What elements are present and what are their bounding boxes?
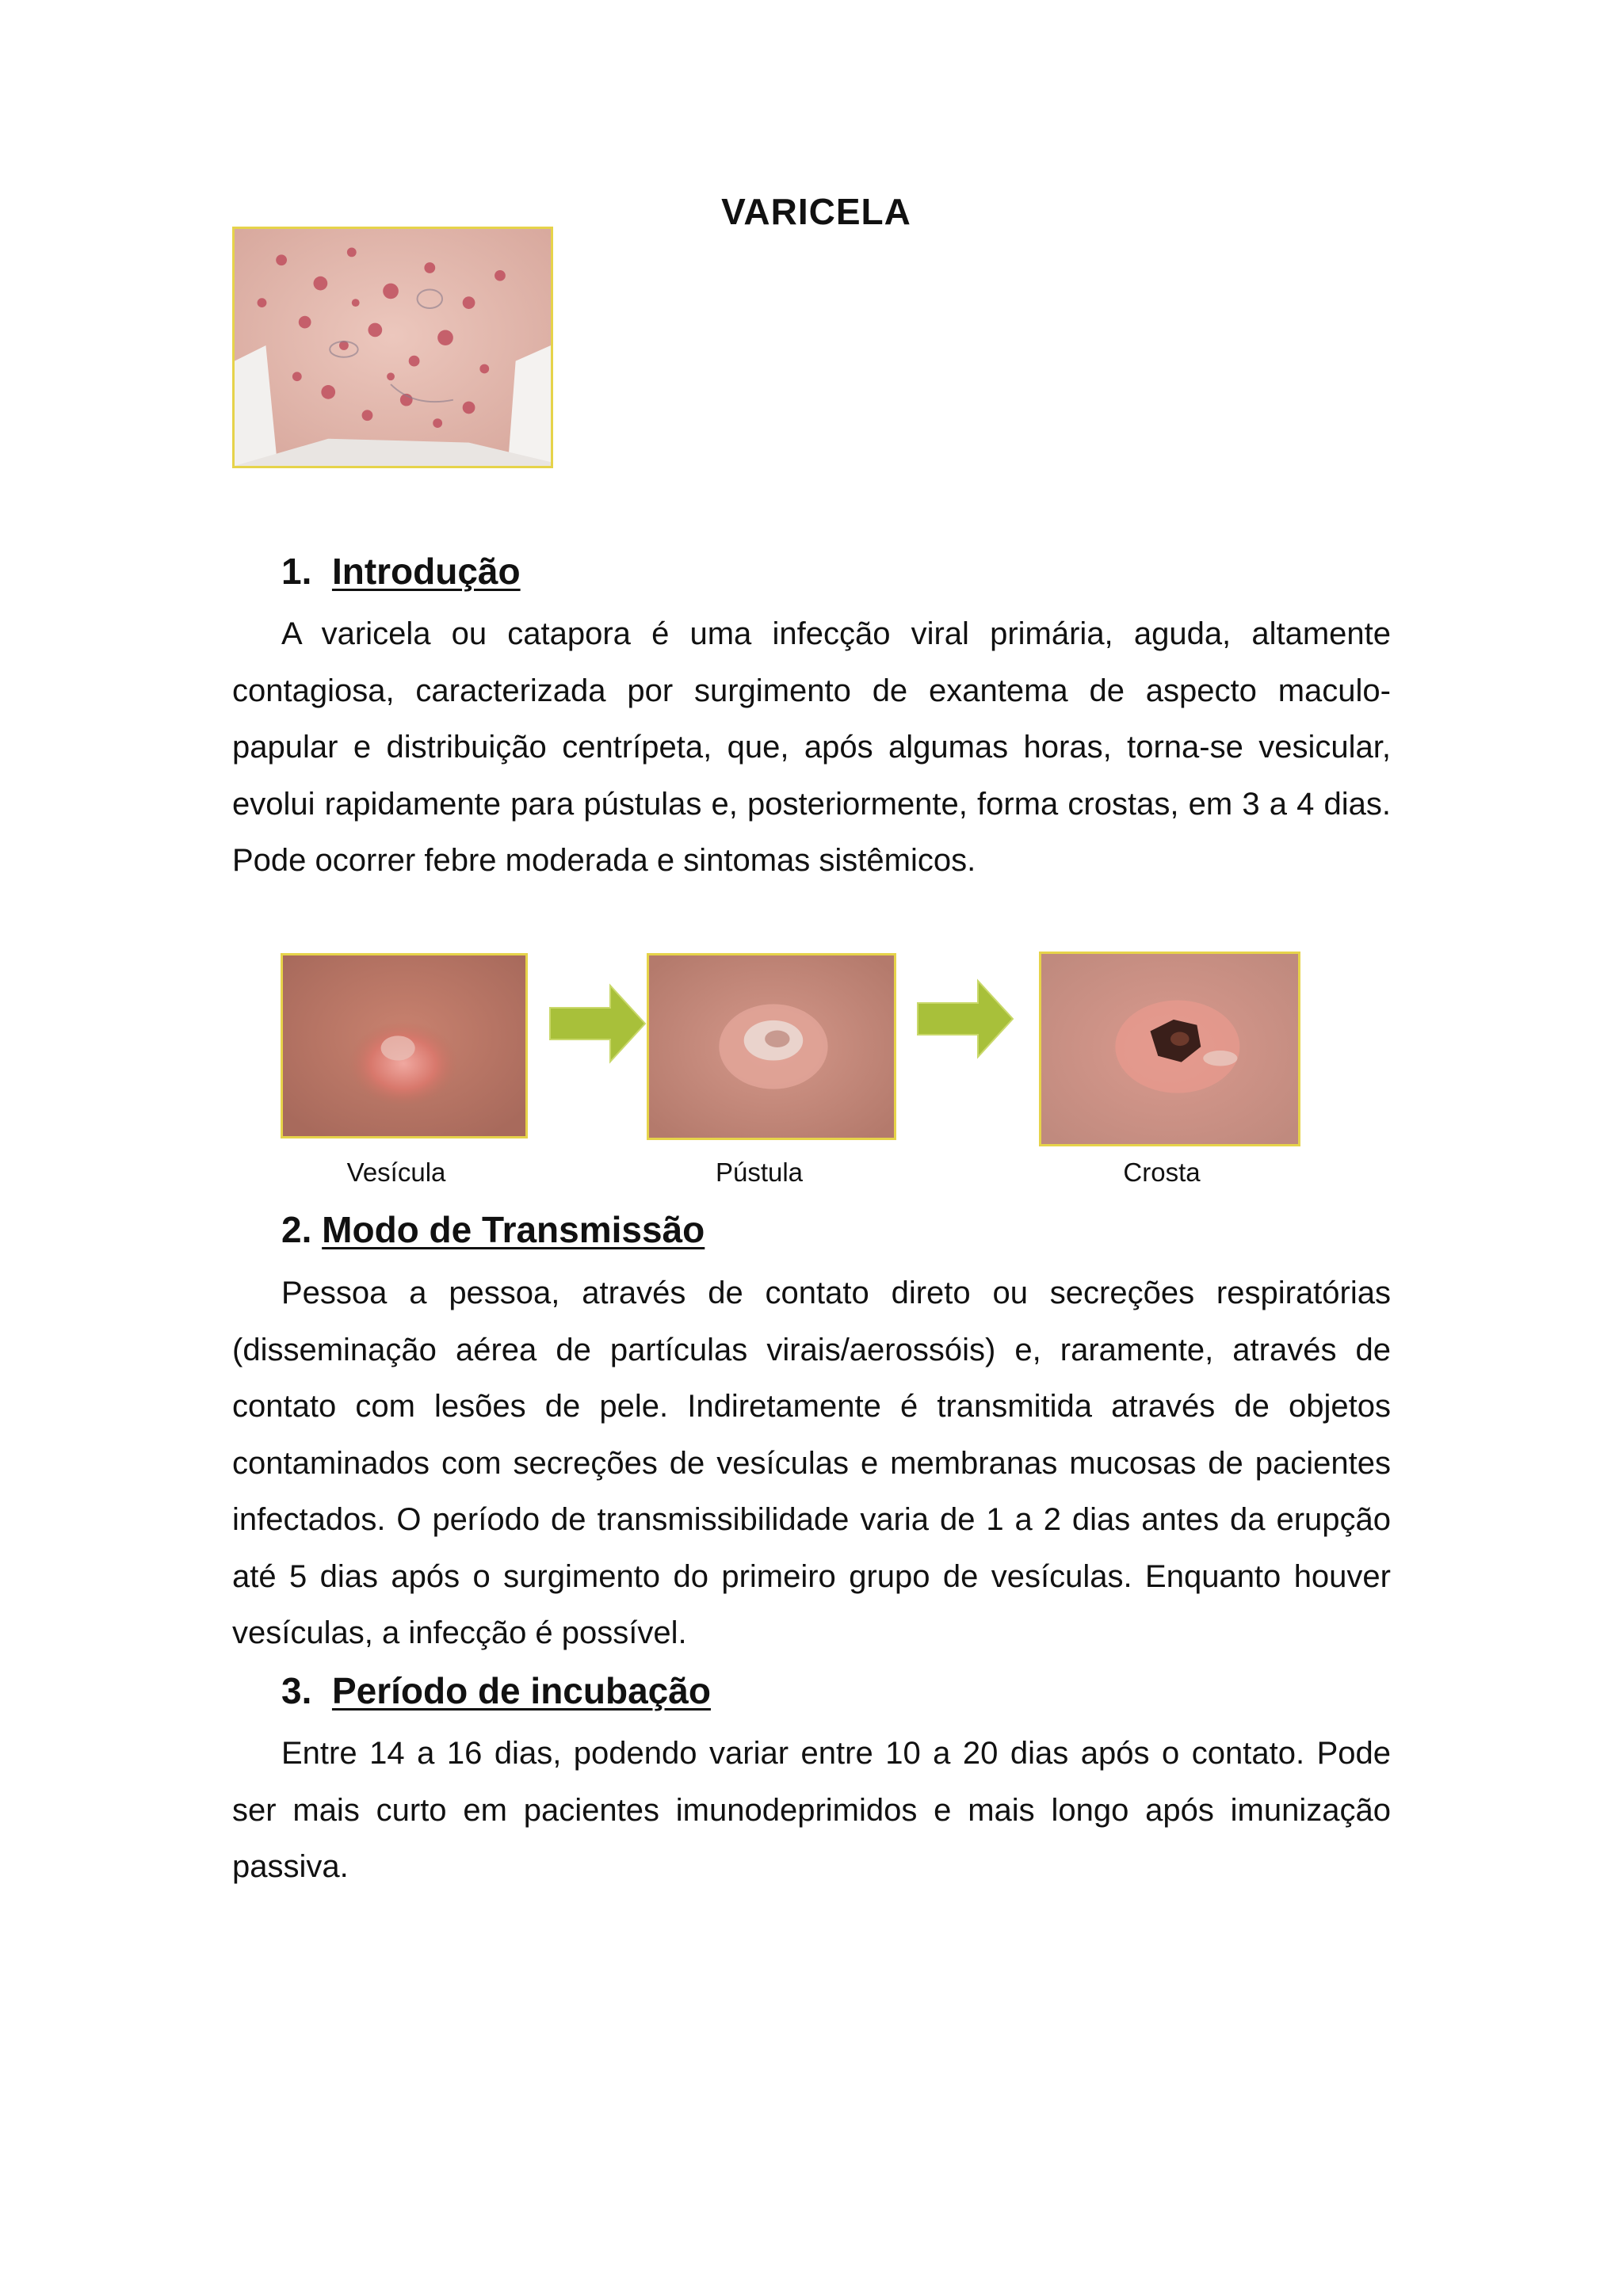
arrow-right-icon	[916, 978, 1016, 1060]
section-body-periodo-de-incubacao: Entre 14 a 16 dias, podendo variar entre 10 a 20 dias após o contato. Pode ser mais curto em pacientes imunodeprimidos e mais longo após imunização passiva.	[232, 1736, 1391, 1884]
caption-pustula: Pústula	[715, 1158, 804, 1187]
arrow-right-icon	[548, 982, 648, 1065]
section-body-introducao: A varicela ou catapora é uma infecção viral primária, aguda, altamente contagiosa, caracterizada por surgimento de exantema de aspecto maculo-papular e distribuição centrípeta, que, após algumas horas, torna-se vesicular, evolui rapidamente para pústulas e, posteriormente, forma crostas, em 3 a 4 dias. Pode ocorrer febre moderada e sintomas sistêmicos.	[232, 616, 1391, 878]
section-heading-introducao	[281, 550, 521, 593]
caption-vesicula: Vesícula	[346, 1158, 446, 1187]
caption-crosta: Crosta	[1123, 1158, 1201, 1187]
section-title: Introdução	[331, 551, 521, 592]
vesicula-photo	[281, 953, 528, 1138]
section-number: 3.	[281, 1670, 312, 1711]
section-heading-periodo-de-incubacao	[281, 1669, 711, 1712]
section-body-modo-de-transmissao: Pessoa a pessoa, através de contato direto ou secreções respiratórias (disseminação aérea de partículas virais/aerossóis) e, raramente, através de contato com lesões de pele. Indiretamente é transmitida através de objetos contaminados com secreções de vesículas e membranas mucosas de pacientes infectados. O período de transmissibilidade varia de 1 a 2 dias antes da erupção até 5 dias após o surgimento do primeiro grupo de vesículas. Enquanto houver vesículas, a infecção é possível.	[232, 1276, 1391, 1650]
page-title: VARICELA	[721, 191, 911, 232]
pustula-photo	[647, 953, 896, 1140]
section-heading-modo-de-transmissao	[281, 1208, 705, 1251]
section-number: 2.	[281, 1209, 312, 1250]
chest-rash-photo	[232, 227, 553, 468]
section-title: Período de incubação	[331, 1670, 711, 1711]
crosta-photo	[1039, 952, 1300, 1146]
section-number: 1.	[281, 551, 312, 592]
section-title: Modo de Transmissão	[322, 1209, 705, 1250]
